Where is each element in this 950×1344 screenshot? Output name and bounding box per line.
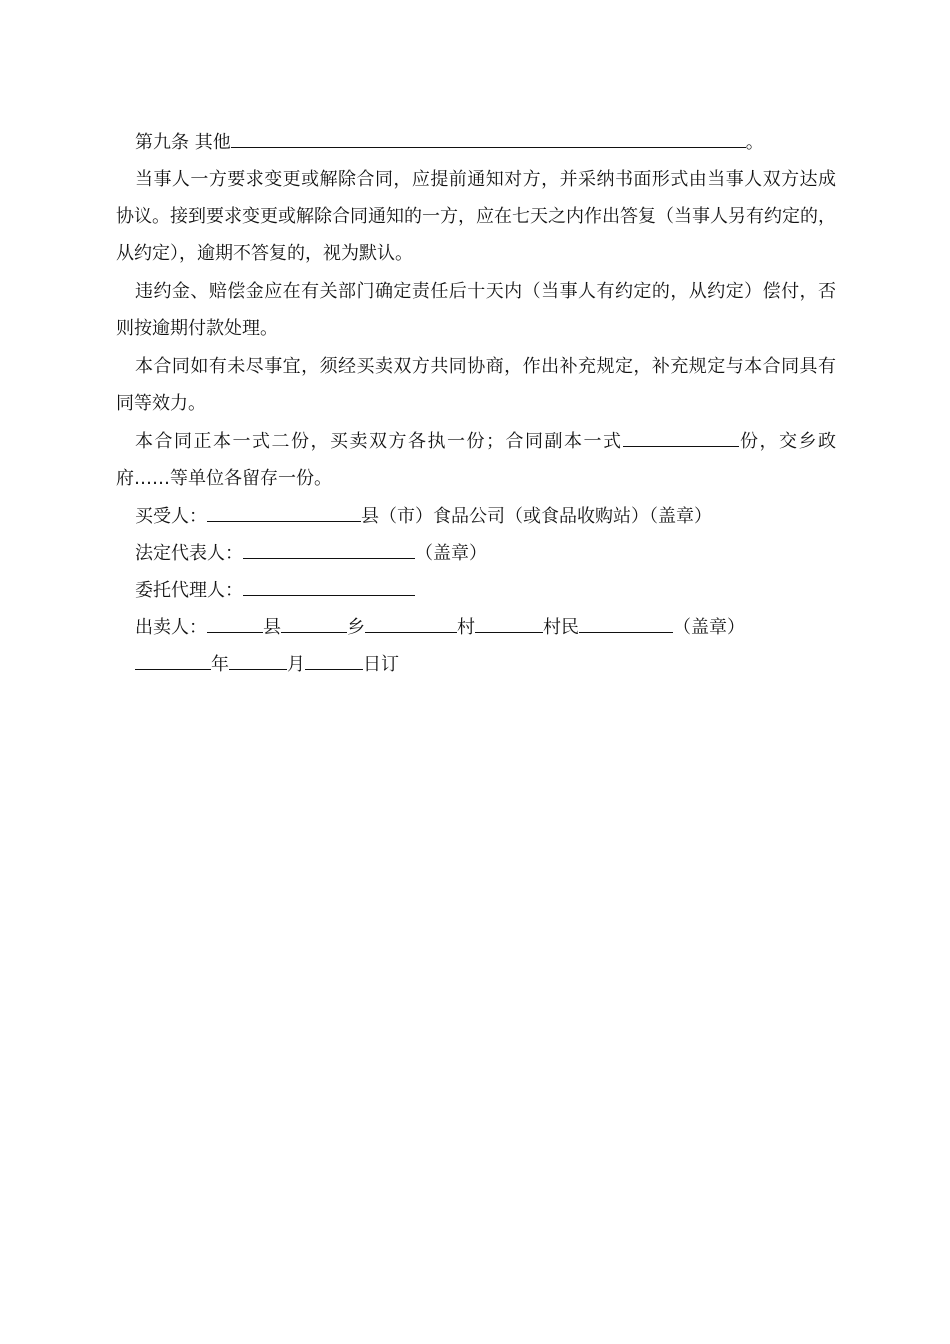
paragraph-change-contract: 当事人一方要求变更或解除合同，应提前通知对方，并采纳书面形式由当事人双方达成协议。接到要求变更或解除合同通知的一方，应在七天之内作出答复（当事人另有约定的，从约定），逾期不答复的，视为默认。 (116, 169, 836, 264)
month-blank[interactable] (229, 647, 287, 670)
paragraph-supplement: 本合同如有未尽事宜，须经买卖双方共同协商，作出补充规定，补充规定与本合同具有同等效力。 (116, 356, 836, 414)
clause-9-end: 。 (745, 132, 764, 153)
legal-rep-label: 法定代表人： (135, 543, 243, 564)
document-body (116, 124, 836, 683)
seller-village-blank[interactable] (365, 610, 457, 633)
agent-label: 委托代理人： (135, 580, 243, 601)
seller-village-name-blank[interactable] (475, 610, 543, 633)
seller-label: 出卖人： (135, 617, 207, 638)
buyer-label: 买受人： (135, 506, 207, 527)
agent-blank[interactable] (243, 573, 415, 596)
day-blank[interactable] (305, 647, 363, 670)
copies-text-after: 份，交乡政府……等单位各留存一份。 (116, 431, 836, 489)
clause-9-blank[interactable] (231, 125, 746, 148)
seller-township-blank[interactable] (281, 610, 347, 633)
copies-count-blank[interactable] (623, 424, 739, 447)
legal-rep-suffix: （盖章） (415, 543, 487, 564)
copies-text-before: 本合同正本一式二份，买卖双方各执一份；合同副本一式 (135, 431, 623, 452)
seller-suffix: （盖章） (673, 617, 745, 638)
seller-villager-name-blank[interactable] (579, 610, 673, 633)
day-label: 日订 (363, 654, 399, 675)
month-label: 月 (287, 654, 305, 675)
agent-line (116, 572, 836, 609)
clause-9-line (116, 124, 836, 161)
legal-rep-blank[interactable] (243, 536, 415, 559)
buyer-line (116, 498, 836, 535)
year-label: 年 (211, 654, 229, 675)
buyer-blank[interactable] (207, 499, 361, 522)
seller-county-label: 县 (263, 617, 281, 638)
seller-county-blank[interactable] (207, 610, 263, 633)
date-line (116, 646, 836, 683)
seller-villager-label: 村民 (543, 617, 579, 638)
seller-village-label: 村 (457, 617, 475, 638)
seller-township-label: 乡 (347, 617, 365, 638)
year-blank[interactable] (135, 647, 211, 670)
legal-rep-line (116, 535, 836, 572)
paragraph-penalty: 违约金、赔偿金应在有关部门确定责任后十天内（当事人有约定的，从约定）偿付，否则按逾期付款处理。 (116, 281, 836, 339)
seller-line (116, 609, 836, 646)
paragraph-copies (116, 423, 836, 497)
clause-9-title: 第九条 其他 (135, 132, 231, 153)
buyer-suffix: 县（市）食品公司（或食品收购站）（盖章） (361, 506, 712, 527)
